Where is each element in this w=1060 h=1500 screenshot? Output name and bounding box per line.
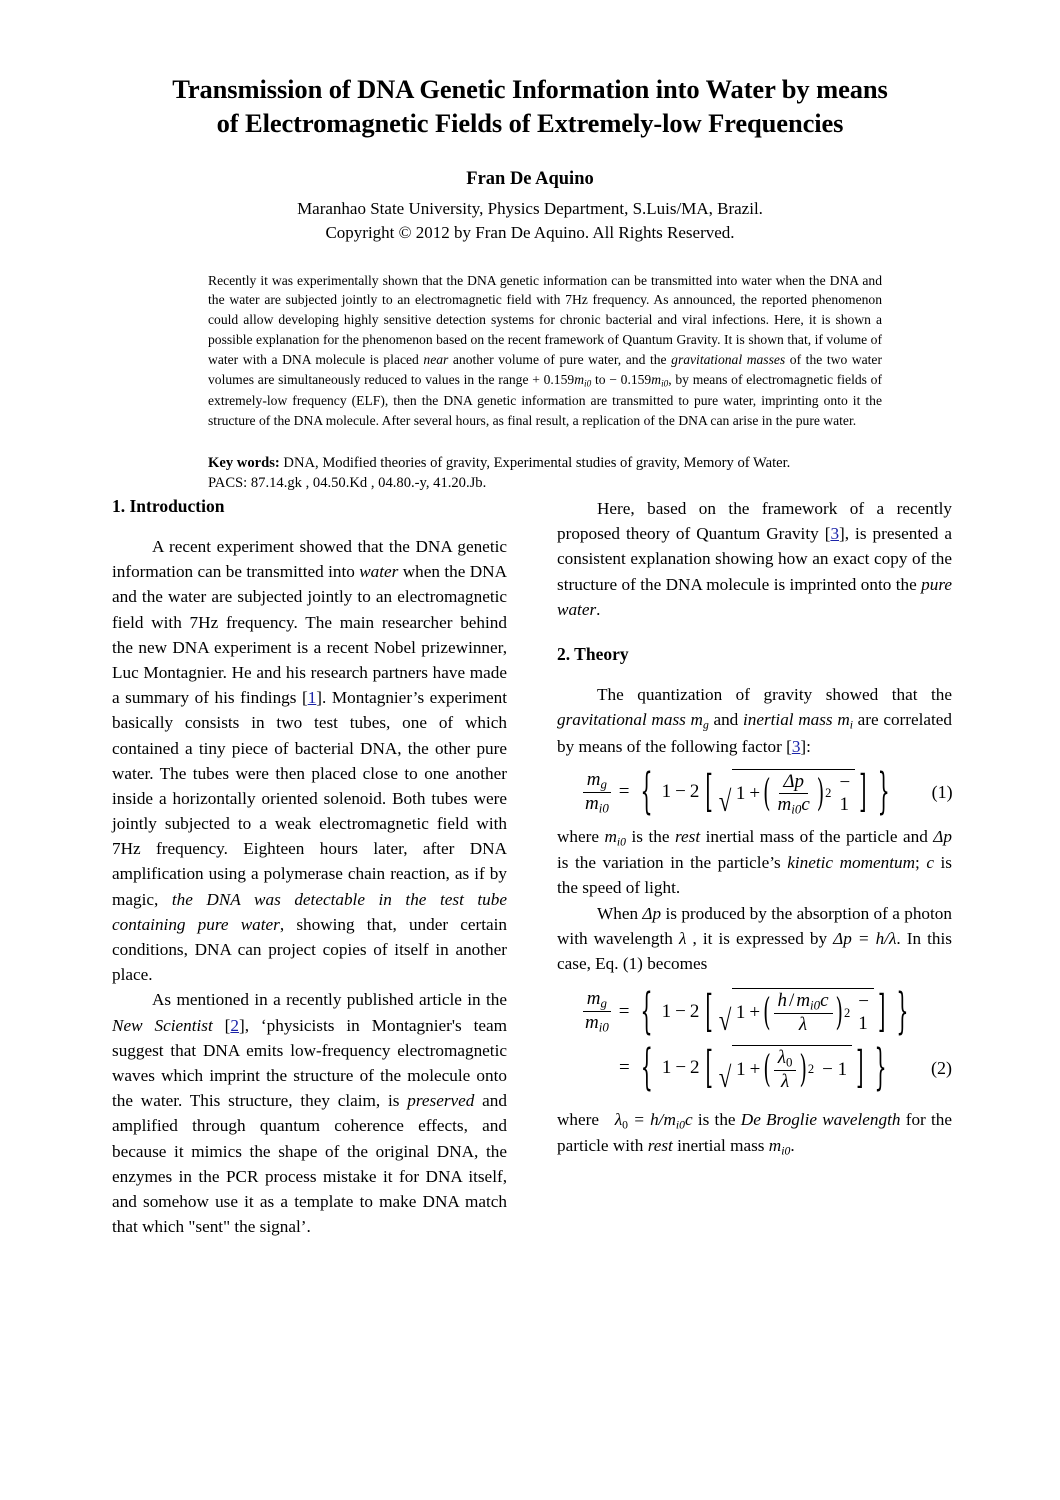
theory-inertial-mass: inertial mass	[742, 710, 833, 730]
right-p1-c: .	[596, 599, 601, 619]
eq2-inner-fraction	[774, 991, 833, 1035]
equation-2-line1-body	[557, 983, 915, 1040]
eq2-minus: −	[675, 1000, 686, 1022]
eq2b-open-paren: (	[763, 1048, 771, 1092]
intro-p2-a: As mentioned in a recently published article in the	[152, 990, 507, 1010]
eq2-exponent: 2	[843, 1005, 851, 1020]
eq1-inner-den-sub: i0	[791, 801, 802, 817]
theory-p5-lambda0-sub: 0	[622, 1118, 629, 1132]
theory-p4-equation: Δp = h/λ	[833, 928, 897, 948]
eq1-radicand	[732, 769, 855, 816]
theory-p5-e: .	[790, 1136, 795, 1156]
eq1-inner-num	[779, 772, 808, 794]
eq2b-minus: −	[675, 1057, 687, 1079]
eq2-lhs-denominator	[581, 1012, 613, 1034]
spacer	[557, 1092, 952, 1107]
title-line-2: of Electromagnetic Fields of Extremely-low Frequencies	[216, 108, 844, 139]
intro-paragraph-1	[112, 534, 507, 987]
intro-p2-d: and amplified through quantum coherence effects, and because it mimics the shape of the original DNA, the enzymes in the PCR process mistake it for DNA itself, and somehow use it as a template to make DNA match that which "sent" the signal’.	[112, 1091, 507, 1237]
equation-2-number: (2)	[931, 1057, 952, 1078]
body-columns	[112, 496, 952, 1239]
theory-p3-rest: rest	[674, 826, 701, 846]
eq1-radical-sign: √	[718, 785, 732, 818]
intro-p1-d: , showing that, under certain conditions, DNA can project copies of itself in another place.	[112, 914, 507, 985]
reference-link-1[interactable]: 1	[307, 688, 317, 708]
theory-p4-a: When	[597, 903, 643, 923]
eq2b-equals: =	[619, 1057, 630, 1079]
theory-p4-d: . In this case, Eq. (1) becomes	[557, 928, 952, 973]
theory-p2-b: and	[708, 710, 743, 730]
theory-p3-kinetic-momentum: kinetic momentum	[787, 853, 915, 873]
eq2-radicand	[732, 988, 874, 1035]
eq2b-lambda0: λ	[777, 1047, 786, 1069]
pacs-codes: PACS: 87.14.gk , 04.50.Kd , 04.80.-y, 41.20.Jb.	[208, 475, 487, 492]
equation-1	[557, 764, 953, 821]
right-p1-b: ], is presented a consistent explanation showing how an exact copy of the structure of the DNA molecule is imprinted onto the	[557, 524, 952, 594]
eq2-open-paren: (	[763, 991, 771, 1035]
reference-link-2[interactable]: 2	[230, 1015, 239, 1035]
intro-paragraph-2	[112, 987, 507, 1239]
intro-p1-a: A recent experiment showed that the DNA genetic information can be transmitted into	[112, 537, 507, 582]
eq1-open-paren: (	[763, 772, 771, 816]
eq1-equals: =	[618, 781, 630, 803]
abstract-text-e: , by means of electromagnetic fields of extremely-low frequency (ELF), then the DNA genetic information are transmitted to pure water, imprinting onto it the structure of the DNA molecule. After several hours, as final result, a replication of the DNA can arise in the pure water.	[208, 372, 882, 429]
abstract-m-symbol-2: m	[651, 372, 662, 388]
theory-gravitational-mass: gravitational mass	[557, 710, 686, 730]
eq1-inner-den-m: m	[777, 793, 792, 815]
eq1-exponent: 2	[825, 786, 832, 801]
intro-p2-new-scientist: New Scientist	[112, 1015, 213, 1035]
theory-p5-a: where	[557, 1109, 605, 1129]
spacer	[112, 519, 507, 534]
theory-mg-sub: g	[702, 718, 709, 732]
eq2b-close-paren: )	[799, 1048, 807, 1092]
eq2b-two: 2	[690, 1057, 700, 1079]
theory-p5-b: is the	[692, 1109, 741, 1129]
eq2b-plus: +	[749, 1058, 761, 1080]
theory-p5-c: for the particle with	[557, 1109, 953, 1156]
equation-2-line-2	[557, 1040, 952, 1097]
eq2-lhs-num-m: m	[586, 988, 601, 1010]
eq2-one: 1	[661, 1000, 672, 1022]
intro-p1-water: water	[359, 562, 399, 582]
theory-mg-symbol: m	[690, 710, 703, 730]
theory-p4-b: is produced by the absorption of a photon with wavelength	[557, 903, 952, 948]
theory-p4-delta-p: Δp	[642, 903, 662, 923]
theory-p3-e: ;	[915, 853, 927, 873]
eq2-minus-one: − 1	[858, 991, 869, 1035]
eq1-close-paren: )	[816, 772, 825, 816]
eq2-equals: =	[618, 1000, 630, 1022]
eq2b-minus-one: − 1	[822, 1058, 848, 1080]
right-paragraph-1	[557, 496, 952, 622]
theory-p3-c: inertial mass of the particle and	[700, 826, 934, 846]
abstract-text-c: of the two water volumes are simultaneously reduced to values in the range + 0.159	[208, 352, 882, 388]
eq2-two: 2	[689, 1000, 700, 1022]
eq1-lhs-den-sub: i0	[598, 800, 609, 816]
abstract-gravitational-masses: gravitational masses	[671, 352, 786, 368]
eq1-lhs-den-m: m	[585, 792, 599, 814]
eq2b-open-brace: {	[640, 1040, 653, 1097]
theory-p2-d: ]:	[800, 736, 811, 756]
eq2-lambda-den: λ	[798, 1014, 808, 1036]
keywords-value: DNA, Modified theories of gravity, Experimental studies of gravity, Memory of Water.	[279, 455, 791, 471]
theory-p2-a: The quantization of gravity showed that the	[597, 684, 952, 704]
eq2-inner-den	[795, 1014, 811, 1035]
eq1-sqrt	[717, 769, 855, 816]
eq2-slash: /	[789, 990, 795, 1012]
right-p1-a: Here, based on the framework of a recently proposed theory of Quantum Gravity [	[557, 499, 952, 544]
abstract-m-sub-1: i0	[584, 378, 592, 389]
eq1-inner-den-c: c	[801, 793, 810, 815]
eq2b-lambda0-sub: 0	[785, 1054, 793, 1070]
theory-p5-d: inertial mass	[672, 1136, 769, 1156]
abstract-text-a: Recently it was experimentally shown that the DNA genetic information can be transmitted into water when the DNA and the water are subjected jointly to an electromagnetic field with 7Hz frequency. As announced, the reported phenomenon could allow developing highly sensitive detection systems for chronic bacterial and viral infections. Here, it is shown a possible explanation for the phenomenon based on the recent framework of Quantum Gravity. It is shown that, if volume of water with a DNA molecule is placed	[208, 272, 882, 368]
eq2-close-paren: )	[835, 991, 843, 1035]
theory-p5-lambda0: λ	[614, 1109, 623, 1129]
eq1-minus: −	[675, 781, 686, 803]
eq1-inner-den	[774, 794, 814, 816]
eq2-inner-one: 1	[735, 1002, 746, 1024]
equation-1-body	[557, 764, 897, 821]
equation-2-line-1	[557, 983, 952, 1040]
eq1-plus: +	[749, 782, 761, 804]
eq2-m-sub: i0	[810, 997, 821, 1013]
eq1-inner-fraction	[774, 772, 814, 816]
eq2-c: c	[820, 990, 829, 1012]
eq2b-one: 1	[661, 1057, 672, 1079]
eq2b-inner-one: 1	[736, 1058, 746, 1080]
reference-link-3[interactable]: 3	[830, 524, 840, 544]
eq2b-radicand	[732, 1045, 852, 1092]
eq2-radical-sign: √	[718, 1004, 732, 1037]
eq2b-open-bracket: [	[705, 1043, 713, 1094]
intro-p1-italic: the DNA was detectable in the test tube containing pure water	[112, 889, 507, 934]
theory-p5-de-broglie: De Broglie wavelength	[740, 1109, 901, 1129]
eq2b-close-bracket: ]	[856, 1043, 864, 1094]
eq1-minus-one: − 1	[839, 771, 851, 815]
abstract-near: near	[423, 352, 449, 368]
intro-p2-preserved: preserved	[407, 1091, 475, 1111]
eq2b-close-brace: }	[874, 1040, 887, 1097]
eq1-inner-one: 1	[735, 782, 746, 804]
eq2b-exponent: 2	[807, 1062, 815, 1077]
theory-p5-mi0-sub: i0	[781, 1144, 791, 1158]
eq2b-inner-den	[777, 1071, 793, 1092]
theory-p4-lambda: λ	[678, 928, 687, 948]
eq1-one: 1	[661, 781, 672, 803]
eq1-lhs-fraction	[581, 770, 613, 815]
theory-p5-rest: rest	[647, 1136, 673, 1156]
spacer	[557, 667, 952, 682]
theory-p3-c-symbol: c	[926, 853, 934, 873]
keywords-block	[208, 453, 882, 494]
right-column	[557, 496, 952, 1239]
title-line-1: Transmission of DNA Genetic Information into Water by means	[172, 74, 888, 104]
abstract-text-b: another volume of pure water, and the	[448, 352, 672, 368]
theory-p5-eq-c: c	[684, 1109, 693, 1129]
theory-p5-equation: = h/m	[628, 1109, 676, 1129]
eq2-lhs-num-sub: g	[600, 995, 607, 1011]
eq2b-sqrt	[717, 1045, 852, 1092]
theory-p5-eq-sub: i0	[675, 1118, 685, 1132]
author-name: Fran De Aquino	[466, 168, 594, 189]
eq2-lhs-den-m: m	[585, 1012, 599, 1034]
abstract-m-sub-2: i0	[661, 378, 669, 389]
eq2-lhs-den-sub: i0	[598, 1019, 609, 1035]
section-heading-introduction: 1. Introduction	[112, 496, 225, 516]
eq1-lhs-num-sub: g	[600, 776, 607, 792]
eq2-open-bracket: [	[705, 986, 713, 1037]
theory-mi-symbol: m	[837, 710, 850, 730]
theory-paragraph-3	[557, 901, 952, 977]
eq1-close-bracket: ]	[859, 766, 867, 818]
eq2-lhs-fraction	[581, 989, 613, 1034]
theory-p3-b: is the	[626, 826, 675, 846]
equation-1-number: (1)	[931, 781, 953, 802]
theory-p3-delta-p: Δp	[933, 826, 952, 846]
abstract	[208, 271, 882, 431]
theory-paragraph-4	[557, 1107, 952, 1160]
intro-p2-c: ], ‘physicists in Montagnier's team suggest that DNA emits low-frequency electromagnetic waves which imprint the structure of the molecule onto the water. This structure, they claim, is	[112, 1015, 507, 1111]
eq2-h: h	[777, 990, 788, 1012]
eq1-delta-p: Δp	[783, 770, 804, 792]
eq2-open-brace: {	[640, 983, 653, 1040]
eq2b-inner-fraction	[774, 1048, 797, 1092]
abstract-m-symbol-1: m	[574, 372, 585, 388]
theory-p3-d: is the variation in the particle’s	[557, 853, 788, 873]
abstract-text-d: to − 0.159	[591, 372, 652, 388]
eq2b-lambda-den: λ	[780, 1071, 790, 1093]
eq2-sqrt	[717, 988, 874, 1035]
theory-p3-a: where	[557, 826, 605, 846]
title-block	[0, 0, 1060, 245]
intro-p2-b: [	[212, 1015, 231, 1035]
right-p1-pure-water: pure water	[557, 574, 952, 619]
eq1-open-brace: {	[640, 764, 653, 821]
equation-2-line2-body	[557, 1040, 896, 1097]
eq1-lhs-num-m: m	[586, 768, 601, 790]
eq1-open-bracket: [	[705, 766, 713, 818]
theory-p3-f: is the speed of light.	[557, 853, 952, 898]
theory-p3-mi0: m	[604, 826, 617, 846]
eq1-close-brace: }	[877, 764, 890, 821]
theory-p4-c: , it is expressed by	[686, 928, 834, 948]
left-column	[112, 496, 507, 1239]
reference-link-3b[interactable]: 3	[791, 736, 801, 756]
theory-paragraph-1	[557, 682, 952, 759]
eq2b-inner-num	[774, 1048, 797, 1071]
eq2-m: m	[796, 990, 811, 1012]
theory-p5-mi0: m	[768, 1136, 782, 1156]
theory-p3-mi0-sub: i0	[616, 834, 626, 848]
section-heading-theory: 2. Theory	[557, 643, 629, 664]
intro-p1-c: ]. Montagnier’s experiment basically consists in two test tubes, one of which contained a tiny piece of bacterial DNA, the other pure water. The tubes were then placed close to one another inside a horizontally oriented solenoid. Both tubes were jointly subjected to a weak electromagnetic field with 7Hz frequency. Eighteen hours later, after DNA amplification using a polymerase chain reaction, as if by magic,	[112, 688, 507, 909]
page-title	[110, 72, 950, 141]
eq2-plus: +	[749, 1002, 761, 1024]
eq2b-radical-sign: √	[718, 1061, 732, 1094]
eq1-two: 2	[689, 781, 700, 803]
affiliation: Maranhao State University, Physics Department, S.Luis/MA, Brazil.	[297, 199, 763, 218]
eq2-close-bracket: ]	[877, 986, 886, 1037]
intro-p1-b: when the DNA and the water are subjected jointly to an electromagnetic field with 7Hz frequency. The main researcher behind the new DNA experiment is a recent Nobel prizewinner, Luc Montagnier. He and his research partners have made a summary of his findings [	[112, 562, 507, 708]
theory-p2-c: are correlated by means of the following factor [	[557, 710, 953, 756]
theory-mi-sub: i	[849, 718, 853, 732]
eq1-lhs-denominator	[581, 793, 613, 815]
copyright-notice: Copyright © 2012 by Fran De Aquino. All Rights Reserved.	[325, 222, 735, 242]
spacer	[557, 622, 952, 644]
eq2-close-brace: }	[896, 983, 909, 1040]
eq2-inner-num	[774, 991, 833, 1014]
theory-paragraph-2	[557, 824, 952, 901]
keywords-label: Key words:	[208, 455, 280, 471]
eq1-lhs-numerator	[583, 770, 611, 793]
eq2-lhs-numerator	[583, 989, 611, 1012]
